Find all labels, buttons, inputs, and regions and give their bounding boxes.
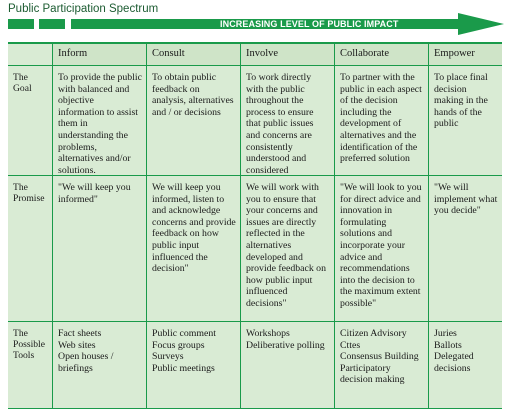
column-header-involve: Involve [241,44,335,66]
arrow-label: INCREASING LEVEL OF PUBLIC IMPACT [220,19,399,29]
tool-item: Ballots [434,339,462,351]
promise-empower: "We will implement what you decide" [429,176,502,322]
tool-item: Focus groups [152,339,205,351]
goal-collaborate: To partner with the public in each aspect of the decision including the development of alternatives and the identification of the preferred solution [335,66,429,176]
goal-consult: To obtain public feedback on analysis, alternatives and / or decisions [147,66,241,176]
tool-item: Participatory decision making [340,362,405,386]
row-label-goal: The Goal [8,66,53,176]
page-title: Public Participation Spectrum [8,3,159,15]
tools-consult [147,322,241,409]
row-label-promise: The Promise [8,176,53,322]
tool-item: Public comment [152,328,216,339]
tool-item: Fact sheets [58,328,102,339]
promise-consult: We will keep you informed, listen to and acknowledge concerns and provide feedback on how public input influenced the decision" [147,176,241,322]
corner-cell [8,44,53,66]
column-header-empower: Empower [429,44,502,66]
spectrum-table [8,42,502,409]
goal-empower: To place final decision making in the hands of the public [429,66,502,176]
goal-inform: To provide the public with balanced and objective information to assist them in understanding the problems, alternatives and/or solutions. [53,66,147,176]
tool-item: Workshops [246,328,290,339]
tool-item: Juries [434,328,457,339]
tools-empower [429,322,502,409]
goal-involve: To work directly with the public throughout the process to ensure that public issues and concerns are consistently understood and considered [241,66,335,176]
tools-involve [241,322,335,409]
tools-collaborate [335,322,429,409]
row-label-tools: The Possible Tools [8,322,53,409]
promise-inform: "We will keep you informed" [53,176,147,322]
tool-item: Surveys [152,351,184,363]
tool-item: Delegated decisions [434,351,474,374]
promise-collaborate: "We will look to you for direct advice and innovation in formulating solutions and incorporate your advice and recommendations into the decision to the maximum extent possible" [335,176,429,322]
tool-item: Citizen Advisory Cttes [340,328,407,351]
column-header-collaborate: Collaborate [335,44,429,66]
column-header-inform: Inform [53,44,147,66]
tools-inform [53,322,147,409]
tool-item: Consensus Building [340,351,419,363]
tool-item: Deliberative polling [246,339,325,351]
column-header-consult: Consult [147,44,241,66]
promise-involve: We will work with you to ensure that your concerns and issues are directly reflected in the alternatives developed and provide feedback on how public input influenced decisions" [241,176,335,322]
tool-item: Open houses / briefings [58,351,114,374]
tool-item: Public meetings [152,362,215,374]
tool-item: Web sites [58,339,96,351]
impact-arrow [8,13,504,37]
